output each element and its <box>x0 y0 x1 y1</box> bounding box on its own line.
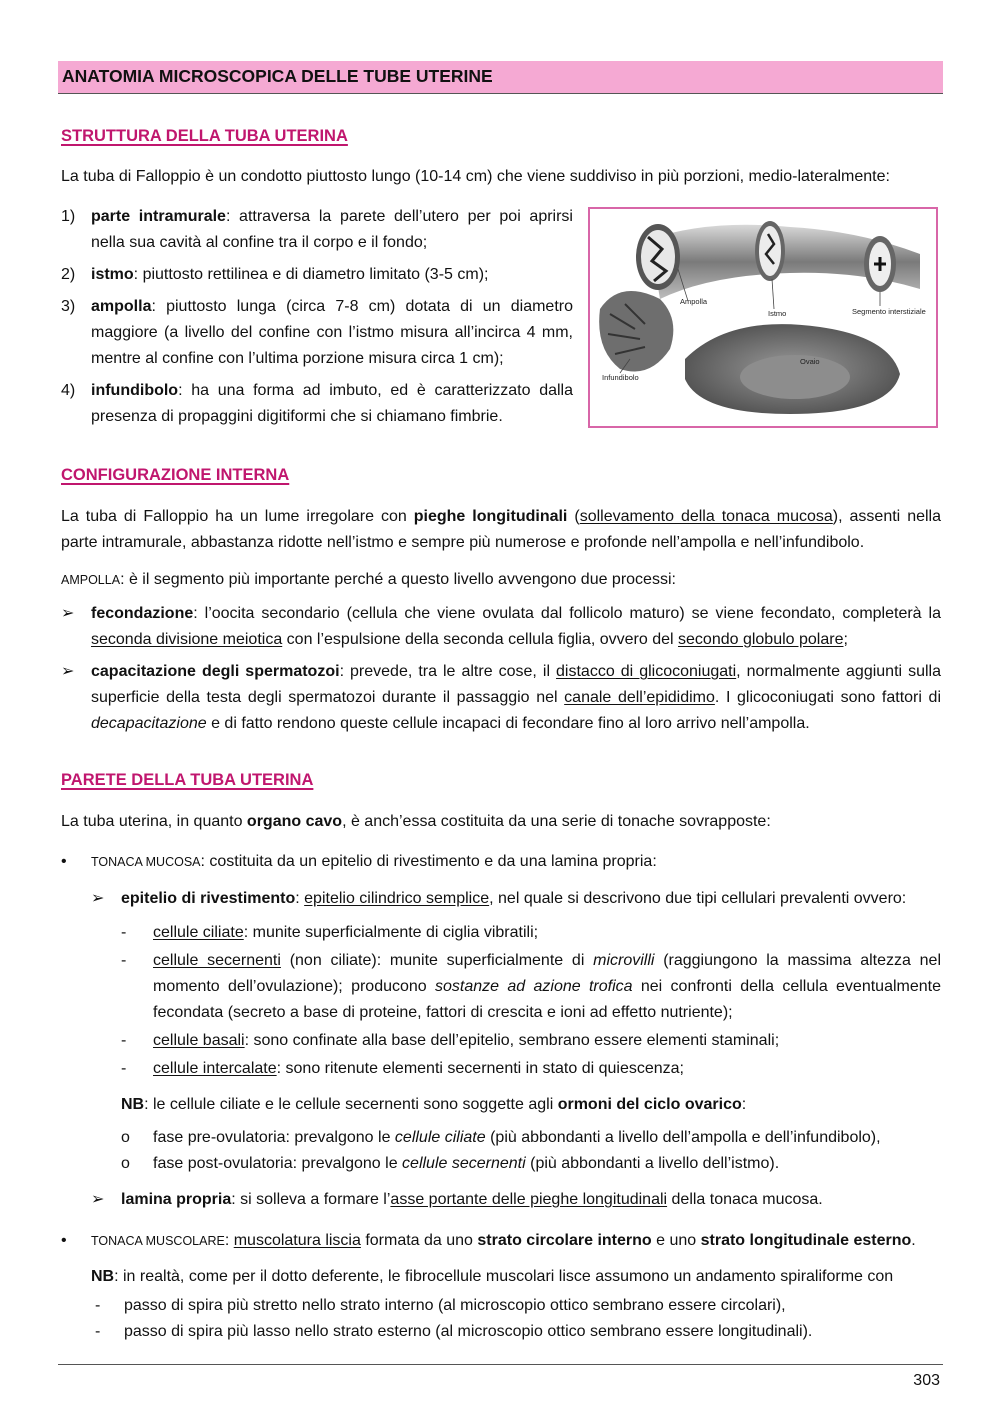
arrow-bullet-icon: ➢ <box>91 890 105 907</box>
nb-ormoni: NB: le cellule ciliate e le cellule secernenti sono soggette agli ormoni del ciclo ovarico: <box>121 1096 747 1113</box>
label-istmo: Istmo <box>768 309 787 318</box>
struttura-list <box>61 204 573 430</box>
spira-list <box>91 1293 941 1345</box>
page-number: 303 <box>913 1372 940 1389</box>
circle-bullet-icon: o <box>121 1155 130 1172</box>
list-item: 3) ampolla: piuttosto lunga (circa 7-8 cm) dotata di un diametro maggiore (a livello del confine con l’istmo misura all’incirca 4 mm, mentre al confine con l’ultima porzione misura circa 1 cm); <box>61 298 573 367</box>
section-heading-struttura: STRUTTURA DELLA TUBA UTERINA <box>61 127 348 145</box>
tuba-uterina-figure <box>588 207 938 428</box>
list-item: 4) infundibolo: ha una forma ad imbuto, ed è caratterizzato dalla presenza di propaggini digitiformi che si chiamano fimbrie. <box>61 382 573 425</box>
ampolla-line: AMPOLLA: è il segmento più importante perché a questo livello avvengono due processi: <box>61 571 676 588</box>
list-item: - passo di spira più stretto nello strato interno (al microscopio ottico sembrano essere circolari), <box>95 1297 786 1314</box>
section-heading-parete: PARETE DELLA TUBA UTERINA <box>61 771 314 789</box>
lamina-propria-item: ➢ lamina propria: si solleva a formare l’asse portante delle pieghe longitudinali della tonaca mucosa. <box>91 1187 946 1213</box>
configurazione-paragraph: La tuba di Falloppio ha un lume irregolare con pieghe longitudinali (sollevamento della tonaca mucosa), assenti nella parte intramurale, abbastanza ridotte nell’istmo e sempre più numerose e profonde nell’ampolla e nell’infundibolo. <box>61 508 942 551</box>
label-ovaio: Ovaio <box>800 357 820 366</box>
label-segmento-interstiziale: Segmento interstiziale <box>852 307 926 316</box>
label-infundibolo: Infundibolo <box>602 373 639 382</box>
arrow-bullet-icon: ➢ <box>61 605 75 622</box>
list-item: - cellule intercalate: sono ritenute elementi secernenti in stato di quiescenza; <box>121 1060 684 1077</box>
dot-bullet-icon: • <box>61 1232 67 1249</box>
parete-intro: La tuba uterina, in quanto organo cavo, è anch’essa costituita da una serie di tonache sovrapposte: <box>61 813 771 830</box>
fasi-list <box>121 1125 941 1177</box>
list-item: - passo di spira più lasso nello strato esterno (al microscopio ottico sembrano essere longitudinali). <box>95 1323 813 1340</box>
list-item: - cellule basali: sono confinate alla base dell’epitelio, sembrano essere elementi staminali; <box>121 1032 780 1049</box>
arrow-bullet-icon: ➢ <box>91 1191 105 1208</box>
fecondazione-item: ➢ fecondazione: l’oocita secondario (cellula che viene ovulata dal follicolo maturo) se viene fecondato, completerà la seconda divisione meiotica con l’espulsione della seconda cellula figlia, ovvero del secondo globulo polare; <box>61 601 941 653</box>
label-ampolla: Ampolla <box>680 297 708 306</box>
arrow-bullet-icon: ➢ <box>61 663 75 680</box>
tuba-illustration <box>590 209 936 426</box>
list-item: - cellule secernenti (non ciliate): munite superficialmente di microvilli (raggiungono la massima altezza nel momento dell’ovulazione); producono sostanze ad azione trofica nei confronti della cellula eventualmente fecondata (secreto a base di proteine, fattori di crescita e ioni ad effetto nutriente); <box>121 952 942 1021</box>
capacitazione-item: ➢ capacitazione degli spermatozoi: prevede, tra le altre cose, il distacco di glicoconiugati, normalmente aggiunti sulla superficie della testa degli spermatozoi durante il passaggio nel canale dell’epididimo. I glicoconiugati sono fattori di decapacitazione e di fatto rendono queste cellule incapaci di fecondare fino al loro arrivo nell’ampolla. <box>61 659 941 737</box>
list-item: o fase pre-ovulatoria: prevalgono le cellule ciliate (più abbondanti a livello dell’ampolla e dell’infundibolo), <box>121 1125 941 1151</box>
struttura-intro: La tuba di Falloppio è un condotto piuttosto lungo (10-14 cm) che viene suddiviso in più porzioni, medio-lateralmente: <box>61 168 890 185</box>
cell-types-list <box>121 920 941 1082</box>
tonaca-mucosa-item: • TONACA MUCOSA: costituita da un epitelio di rivestimento e da una lamina propria: <box>61 849 941 875</box>
section-heading-configurazione: CONFIGURAZIONE INTERNA <box>61 466 290 484</box>
circle-bullet-icon: o <box>121 1129 130 1146</box>
footer-divider <box>58 1364 943 1365</box>
list-item: o fase post-ovulatoria: prevalgono le cellule secernenti (più abbondanti a livello dell’istmo). <box>121 1151 941 1177</box>
list-item: 2) istmo: piuttosto rettilinea e di diametro limitato (3-5 cm); <box>61 266 489 283</box>
tonaca-muscolare-item: • TONACA MUSCOLARE: muscolatura liscia formata da uno strato circolare interno e uno strato longitudinale esterno. <box>61 1228 946 1254</box>
list-item: - cellule ciliate: munite superficialmente di ciglia vibratili; <box>121 924 539 941</box>
page-title: ANATOMIA MICROSCOPICA DELLE TUBE UTERINE <box>62 66 493 86</box>
dot-bullet-icon: • <box>61 853 67 870</box>
list-item: 1) parte intramurale: attraversa la parete dell’utero per poi aprirsi nella sua cavità al confine tra il corpo e il fondo; <box>61 208 573 251</box>
nb-spirale: NB: in realtà, come per il dotto deferente, le fibrocellule muscolari lisce assumono un andamento spiraliforme con <box>91 1268 894 1285</box>
title-band <box>58 61 943 94</box>
epitelio-item: ➢ epitelio di rivestimento: epitelio cilindrico semplice, nel quale si descrivono due tipi cellulari prevalenti ovvero: <box>91 886 946 912</box>
